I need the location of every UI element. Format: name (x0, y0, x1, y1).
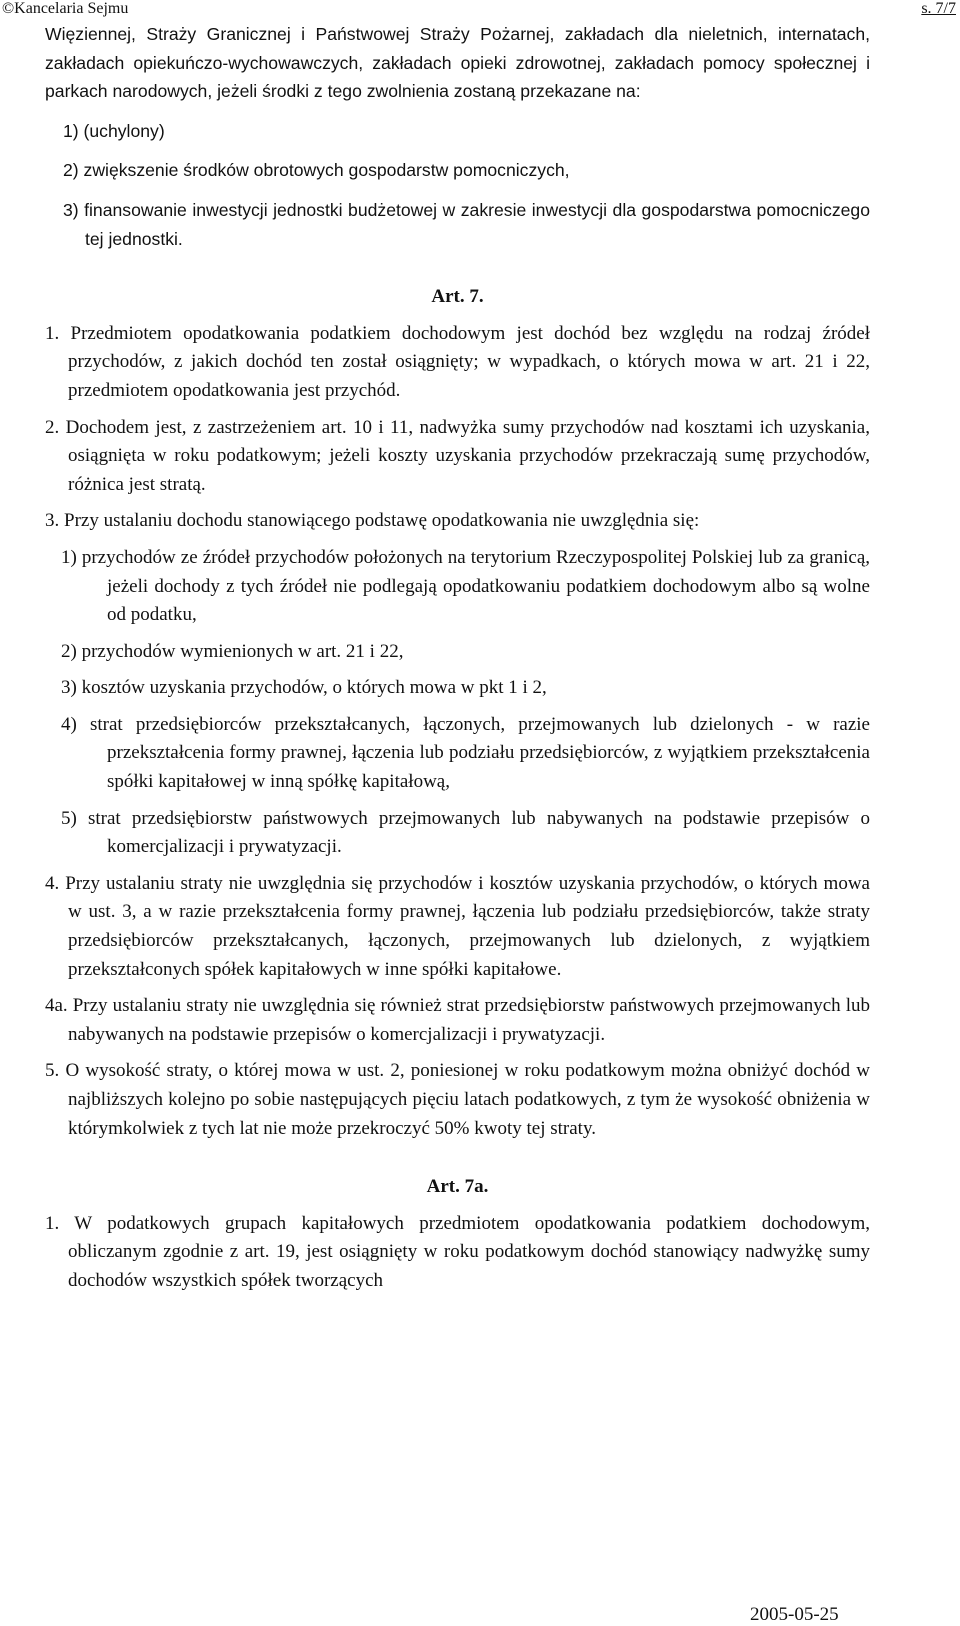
article-7a-ust-1: 1. W podatkowych grupach kapitałowych przedmiotem opodatkowania podatkiem dochodowym, obliczanym zgodnie z art. 19, jest osiągnięty w roku podatkowym dochód stanowiący nadwyżkę sumy dochodów wszystkich spółek tworzących (45, 1212, 870, 1291)
article-7-ust-1: 1. Przedmiotem opodatkowania podatkiem dochodowym jest dochód bez względu na rodzaj źródeł przychodów, z jakich dochód ten został osiągnięty; w wypadkach, o których mowa w art. 21 i 22, przedmiotem opodatkowania jest przychód. (45, 322, 870, 401)
article-7-ust-3-item: 5) strat przedsiębiorstw państwowych przejmowanych lub nabywanych na podstawie przepisów o komercjalizacji i prywatyzacji. (61, 807, 870, 858)
page-number: s. 7/7 (921, 0, 956, 17)
article-7-ust-2: 2. Dochodem jest, z zastrzeżeniem art. 10 i 11, nadwyżka sumy przychodów nad kosztami ich uzyskania, osiągnięta w roku podatkowym; jeżeli koszty uzyskania przychodów przekraczają sumę przychodów, różnica jest stratą. (45, 416, 870, 495)
article-7-ust-4a: 4a. Przy ustalaniu straty nie uwzględnia się również strat przedsiębiorstw państwowych przejmowanych lub nabywanych na podstawie przepisów o komercjalizacji i prywatyzacji. (45, 995, 870, 1045)
article-7-ust-5: 5. O wysokość straty, o której mowa w ust. 2, poniesionej w roku podatkowym można obniżyć dochód w najbliższych kolejno po sobie następujących pięciu latach podatkowych, z tym że wysokość obniżenia w którymkolwiek z tych lat nie może przekroczyć 50% kwoty tej straty. (45, 1060, 870, 1139)
article-heading-7a: Art. 7a. (426, 1176, 489, 1198)
list-item: 1) (uchylony) (63, 120, 165, 141)
article-7-ust-3-item: 4) strat przedsiębiorców przekształcanych, łączonych, przejmowanych lub dzielonych - w razie przekształcenia formy prawnej, łączenia lub podziału przedsiębiorców, z wyjątkiem przekształcenia spółki kapitałowej w inną spółkę kapitałową, (61, 713, 870, 793)
article-7-ust-3-item: 3) kosztów uzyskania przychodów, o których mowa w pkt 1 i 2, (61, 677, 547, 699)
header-source: ©Kancelaria Sejmu (2, 0, 129, 17)
continuation-paragraph: Więziennej, Straży Granicznej i Państwowej Straży Pożarnej, zakładach dla nieletnich, internatach, zakładach opiekuńczo-wychowawczych, zakładach opieki zdrowotnej, zakładach pomocy społecznej i parkach narodowych, jeżeli środki z tego zwolnienia zostaną przekazane na: (45, 24, 870, 102)
list-item: 2) zwiększenie środków obrotowych gospodarstw pomocniczych, (63, 160, 570, 181)
footer-date: 2005-05-25 (750, 1604, 839, 1625)
list-item: 3) finansowanie inwestycji jednostki budżetowej w zakresie inwestycji dla gospodarstwa pomocniczego tej jednostki. (63, 199, 870, 249)
article-heading-7: Art. 7. (431, 286, 484, 308)
article-7-ust-3: 3. Przy ustalaniu dochodu stanowiącego podstawę opodatkowania nie uwzględnia się: (45, 510, 700, 532)
document-page (45, 18, 870, 1296)
article-7-ust-4: 4. Przy ustalaniu straty nie uwzględnia się przychodów i kosztów uzyskania przychodów, o których mowa w ust. 3, a w razie przekształcenia formy prawnej, łączenia lub podziału przedsiębiorców, także straty przedsiębiorców przekształcanych, łączonych, przejmowanych lub dzielonych, z wyjątkiem przekształconych spółek kapitałowych w inne spółki kapitałowe. (45, 872, 870, 980)
article-7-ust-3-item: 1) przychodów ze źródeł przychodów położonych na terytorium Rzeczypospolitej Polskiej lub za granicą, jeżeli dochody z tych źródeł nie podlegają opodatkowaniu podatkiem dochodowym albo są wolne od podatku, (61, 546, 870, 626)
article-7-ust-3-item: 2) przychodów wymienionych w art. 21 i 22, (61, 640, 404, 662)
